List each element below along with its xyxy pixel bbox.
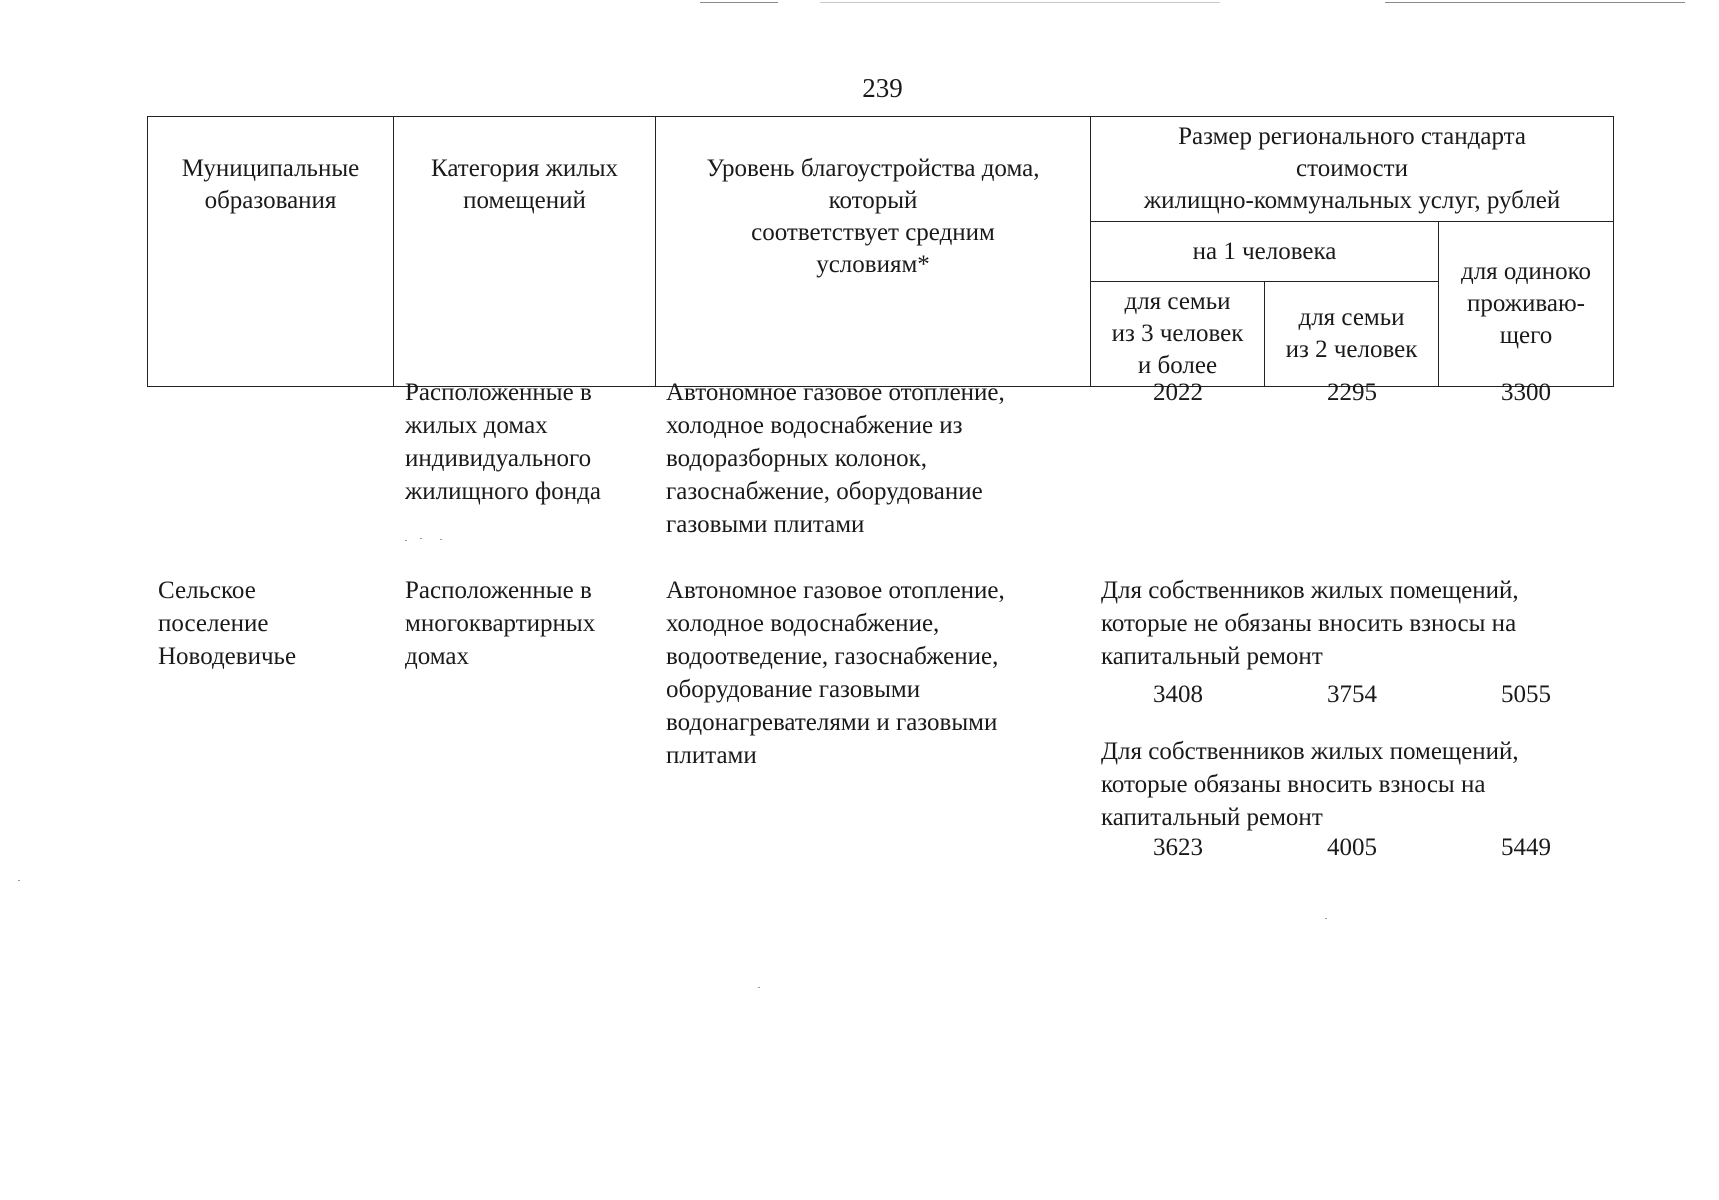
row2-note-not-obliged: Для собственников жилых помещений, которые не обязаны вносить взносы на капитальный ремонт	[1101, 577, 1519, 670]
row2-value2-family2: 4005	[1327, 834, 1377, 861]
scan-speck	[18, 880, 20, 881]
row2-value1-family3: 3408	[1153, 681, 1203, 708]
header-level: Уровень благоустройства дома, который соответствует средним условиям*	[656, 117, 1091, 387]
row2-municipal: Сельское поселение Новодевичье	[158, 577, 297, 670]
scan-speck	[758, 987, 760, 988]
row2-value2-single: 5449	[1501, 834, 1551, 861]
table-header	[147, 116, 1614, 387]
scan-speck	[1325, 918, 1327, 919]
scan-speck	[405, 540, 407, 541]
scan-artifact-line	[1385, 2, 1685, 3]
row1-category: Расположенные в жилых домах индивидуального жилищного фонда	[405, 379, 601, 505]
header-single: для одиноко проживаю- щего	[1439, 222, 1614, 387]
scan-artifact-line	[820, 2, 1220, 3]
page-number: 239	[862, 73, 903, 103]
scan-speck	[440, 539, 442, 540]
scan-artifact-line	[700, 2, 778, 3]
header-per-person: на 1 человека	[1091, 222, 1439, 282]
row1-value-family3: 2022	[1153, 379, 1203, 406]
scan-speck	[420, 538, 422, 539]
header-family2: для семьи из 2 человек	[1265, 282, 1439, 387]
row2-category: Расположенные в многоквартирных домах	[405, 577, 596, 670]
row1-value-family2: 2295	[1327, 379, 1377, 406]
row1-level: Автономное газовое отопление, холодное водоснабжение из водоразборных колонок, газоснабжение, оборудование газовыми плитами	[666, 379, 1005, 538]
row2-value2-family3: 3623	[1153, 834, 1203, 861]
row1-value-single: 3300	[1501, 379, 1551, 406]
header-family3: для семьи из 3 человек и более	[1091, 282, 1265, 387]
row2-level: Автономное газовое отопление, холодное водоснабжение, водоотведение, газоснабжение, оборудование газовыми водонагревателями и газовыми плитами	[666, 577, 1005, 769]
row2-note-obliged: Для собственников жилых помещений, которые обязаны вносить взносы на капитальный ремонт	[1101, 738, 1519, 831]
header-standard-size: Размер регионального стандарта стоимости жилищно-коммунальных услуг, рублей	[1091, 117, 1614, 222]
row2-value1-family2: 3754	[1327, 681, 1377, 708]
header-category: Категория жилых помещений	[394, 117, 656, 387]
header-municipal: Муниципальные образования	[148, 117, 394, 387]
row2-value1-single: 5055	[1501, 681, 1551, 708]
